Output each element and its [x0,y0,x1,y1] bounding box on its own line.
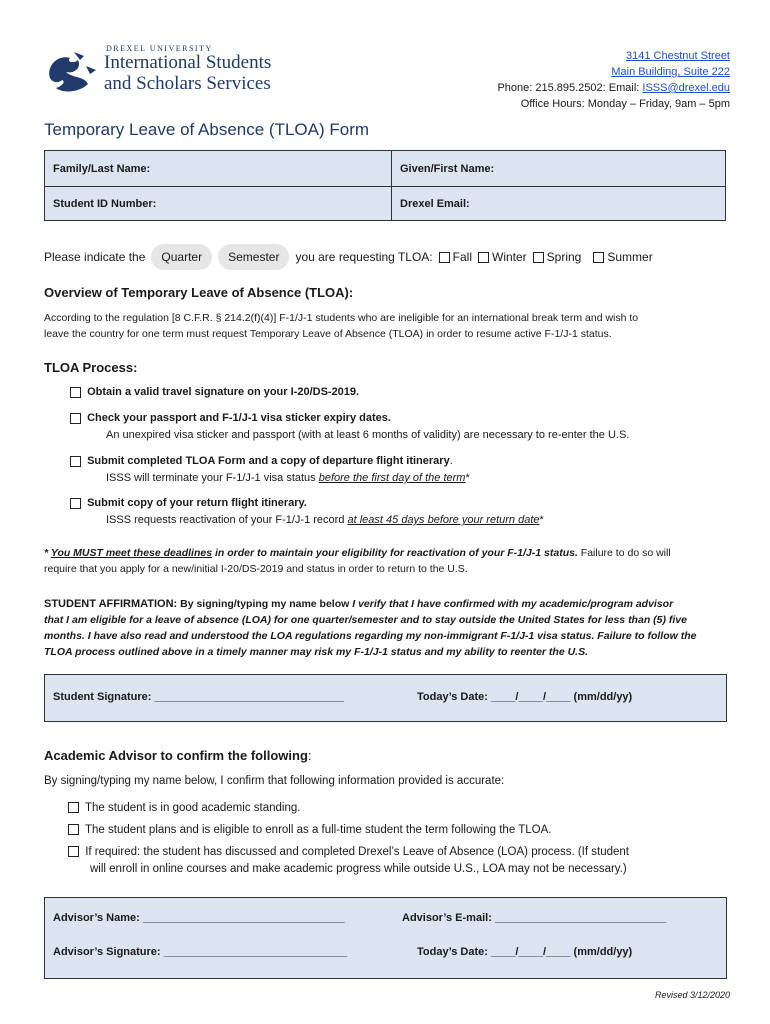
term-spring[interactable]: Spring [533,250,582,264]
term-fall[interactable]: Fall [439,250,472,264]
address-line2[interactable]: Main Building, Suite 222 [611,66,730,78]
checkbox-icon[interactable] [70,498,81,509]
checkbox-icon[interactable] [593,252,604,263]
email-link[interactable]: ISSS@drexel.edu [642,82,730,94]
checkbox-icon[interactable] [70,456,81,467]
address-line1[interactable]: 3141 Chestnut Street [626,50,730,62]
revision-date: Revised 3/12/2020 [654,990,730,1000]
term-winter[interactable]: Winter [478,250,527,264]
family-name-field[interactable]: Family/Last Name: [45,151,392,187]
given-name-field[interactable]: Given/First Name: [392,151,726,187]
advisor-heading: Academic Advisor to confirm the following: [44,748,312,763]
overview-heading: Overview of Temporary Leave of Absence (TLOA): [44,285,354,300]
advisor-check-1: The student is in good academic standing. [68,800,300,817]
form-title: Temporary Leave of Absence (TLOA) Form [44,120,370,139]
office-hours: Office Hours: Monday – Friday, 9am – 5pm [520,98,730,110]
checkbox-icon[interactable] [68,802,79,813]
advisor-signature-box [44,897,727,979]
logo-university: DREXEL UNIVERSITY [106,44,213,53]
checkbox-icon[interactable] [439,252,450,263]
contact-block [497,48,730,112]
overview-text: According to the regulation [8 C.F.R. § 214.2(f)(4)] F-1/J-1 students who are ineligible for an international break term and wish to leave the country for one term must request Temporary Leave of Absence (TLOA) in order to resume active F-1/J-1 status. [44,312,639,340]
isss-logo [44,44,304,100]
deadline-note: * You MUST meet these deadlines in order to maintain your eligibility for reactivation of your F-1/J-1 status. Failure to do so will require that you apply for a new/initial I-20/DS-2019 and status in order to return to the U.S. [44,547,671,575]
indicate-lead: Please indicate the [44,250,146,264]
process-step-2: Check your passport and F-1/J-1 visa sticker expiry dates. An unexpired visa sticker and passport (with at least 6 months of validity) are necessary to re-enter the U.S. [70,410,629,444]
advisor-name-field[interactable]: Advisor’s Name: _________________________________ [53,912,345,924]
term-selection-row [44,244,653,270]
drexel-email-field[interactable]: Drexel Email: [392,187,726,221]
dragon-icon [44,48,100,98]
term-summer[interactable]: Summer [593,250,652,264]
checkbox-icon[interactable] [478,252,489,263]
phone-text: Phone: 215.895.2502: Email: [497,82,643,94]
logo-line2: and Scholars Services [104,73,271,94]
checkbox-icon[interactable] [533,252,544,263]
advisor-check-3: If required: the student has discussed and completed Drexel’s Leave of Absence (LOA) process. (If student will enroll in online courses and make academic progress while outside U.S., LOA may not be necessary.) [68,844,629,878]
checkbox-icon[interactable] [68,846,79,857]
logo-line1: International Students [104,52,272,73]
student-signature-field[interactable]: Student Signature: _______________________________ [53,691,345,703]
process-step-3: Submit completed TLOA Form and a copy of departure flight itinerary. ISSS will terminate your F-1/J-1 visa status before the first day of the term* [70,453,470,487]
student-date-field[interactable]: Today’s Date: ____/____/____ (mm/dd/yy) [417,691,633,703]
indicate-tail: you are requesting TLOA: [295,250,433,264]
semester-option[interactable]: Semester [218,244,289,270]
process-step-1: Obtain a valid travel signature on your I-20/DS-2019. [70,384,359,401]
student-id-field[interactable]: Student ID Number: [45,187,392,221]
process-heading: TLOA Process: [44,360,138,375]
quarter-option[interactable]: Quarter [151,244,212,270]
advisor-check-2: The student plans and is eligible to enroll as a full-time student the term following the TLOA. [68,822,551,839]
advisor-date-field[interactable]: Today’s Date: ____/____/____ (mm/dd/yy) [417,946,633,958]
student-affirmation: STUDENT AFFIRMATION: By signing/typing my name below I verify that I have confirmed with my academic/program advisor that I am eligible for a leave of absence (LOA) for one quarter/semester and to stay outside the United States for less than (5) five months. I have also read and understood the LOA regulations regarding my non-immigrant F-1/J-1 visa status. Failure to follow the TLOA process outlined above in a timely manner may risk my F-1/J-1 status and my ability to reenter the U.S. [44,598,697,658]
student-info-table [44,150,726,221]
student-signature-box [44,674,727,722]
process-step-4: Submit copy of your return flight itinerary. ISSS requests reactivation of your F-1/J-1 record at least 45 days before your return date* [70,495,544,529]
advisor-signature-field[interactable]: Advisor’s Signature: ______________________________ [53,946,348,958]
checkbox-icon[interactable] [70,387,81,398]
checkbox-icon[interactable] [70,413,81,424]
advisor-email-field[interactable]: Advisor’s E-mail: ____________________________ [402,912,667,924]
checkbox-icon[interactable] [68,824,79,835]
advisor-intro: By signing/typing my name below, I confirm that following information provided is accurate: [44,775,505,787]
